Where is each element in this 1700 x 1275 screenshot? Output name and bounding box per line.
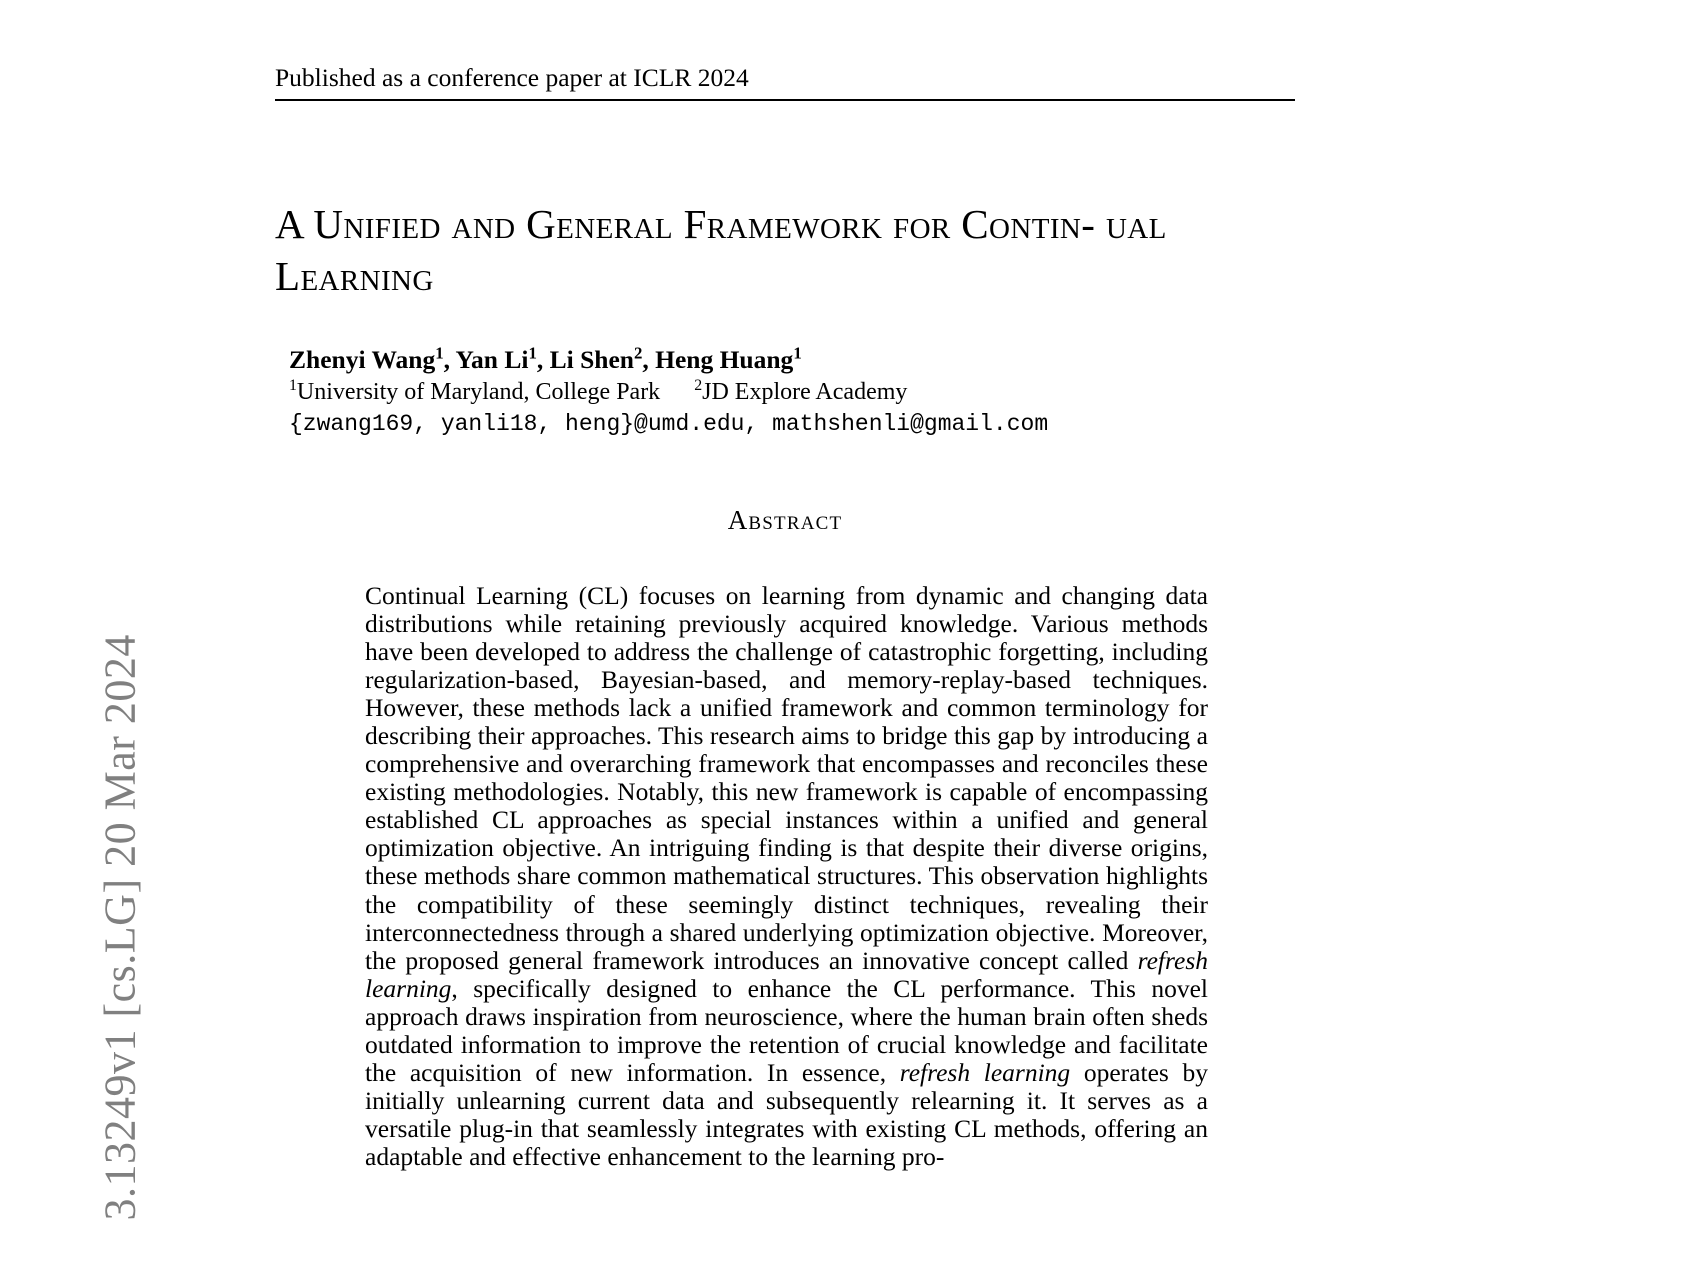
running-header: Published as a conference paper at ICLR 2024 (275, 63, 749, 92)
affiliation-name-0: University of Maryland, College Park (296, 379, 661, 406)
author-names (289, 345, 1269, 375)
author-name-0: Zhenyi Wang (289, 345, 436, 374)
affiliation-marker-0: 1 (289, 377, 297, 395)
author-separator-1: , (536, 345, 550, 374)
author-affiliation-marker-2: 2 (633, 343, 643, 363)
abstract-emphasis-2: refresh learning (899, 1057, 1071, 1087)
abstract-heading: Abstract (727, 505, 843, 535)
author-name-2: Li Shen (549, 345, 634, 374)
author-name-1: Yan Li (455, 345, 529, 374)
affiliation-marker-1: 2 (694, 377, 703, 395)
affiliation-name-1: JD Explore Academy (702, 379, 908, 406)
title-line-1: A Unified and General Framework for Contin- (275, 201, 1096, 247)
abstract-text-2: , specifically designed to enhance the CL performance. This novel approach draws inspiration from neuroscience, where the human brain often sheds outdated information to improve the retention of crucial knowledge and facilitate the acquisition of new information. In essence, (365, 973, 1208, 1087)
page-title (275, 198, 1310, 302)
abstract-emphasis-1: refresh learning (365, 945, 1208, 1003)
header-rule-divider (275, 99, 1295, 101)
title-line-2: ual Learning (275, 201, 1167, 300)
author-separator-2: , (642, 345, 656, 374)
abstract-text-3: operates by initially unlearning current data and subsequently relearning it. It serves as a versatile plug-in that seamlessly integrates with existing CL methods, offering an adaptable and effective enhancement to the learning pro- (365, 1057, 1208, 1171)
author-block (289, 345, 1269, 439)
arxiv-identifier-stamp: 3.13249v1 [cs.LG] 20 Mar 2024 (95, 634, 145, 1221)
author-separator-0: , (443, 345, 456, 374)
author-emails: {zwang169, yanli18, heng}@umd.edu, mathshenli@gmail.com (289, 411, 1049, 438)
author-name-3: Heng Huang (655, 345, 794, 374)
abstract-body (365, 582, 1208, 1171)
author-affiliation-marker-0: 1 (435, 343, 444, 363)
author-affiliations (289, 378, 1269, 407)
author-affiliation-marker-1: 1 (528, 343, 537, 363)
abstract-text-1: Continual Learning (CL) focuses on learning from dynamic and changing data distributions while retaining previously acquired knowledge. Various methods have been developed to address the challenge of catastrophic forgetting, including regularization-based, Bayesian-based, and memory-replay-based techniques. However, these methods lack a unified framework and common terminology for describing their approaches. This research aims to bridge this gap by introducing a comprehensive and overarching framework that encompasses and reconciles these existing methodologies. Notably, this new framework is capable of encompassing established CL approaches as special instances within a unified and general optimization objective. An intriguing finding is that despite their diverse origins, these methods share common mathematical structures. This observation highlights the compatibility of these seemingly distinct techniques, revealing their interconnectedness through a shared underlying optimization objective. Moreover, the proposed general framework introduces an innovative concept called (365, 581, 1208, 975)
author-affiliation-marker-3: 1 (793, 343, 802, 363)
paper-page (275, 0, 1295, 1275)
